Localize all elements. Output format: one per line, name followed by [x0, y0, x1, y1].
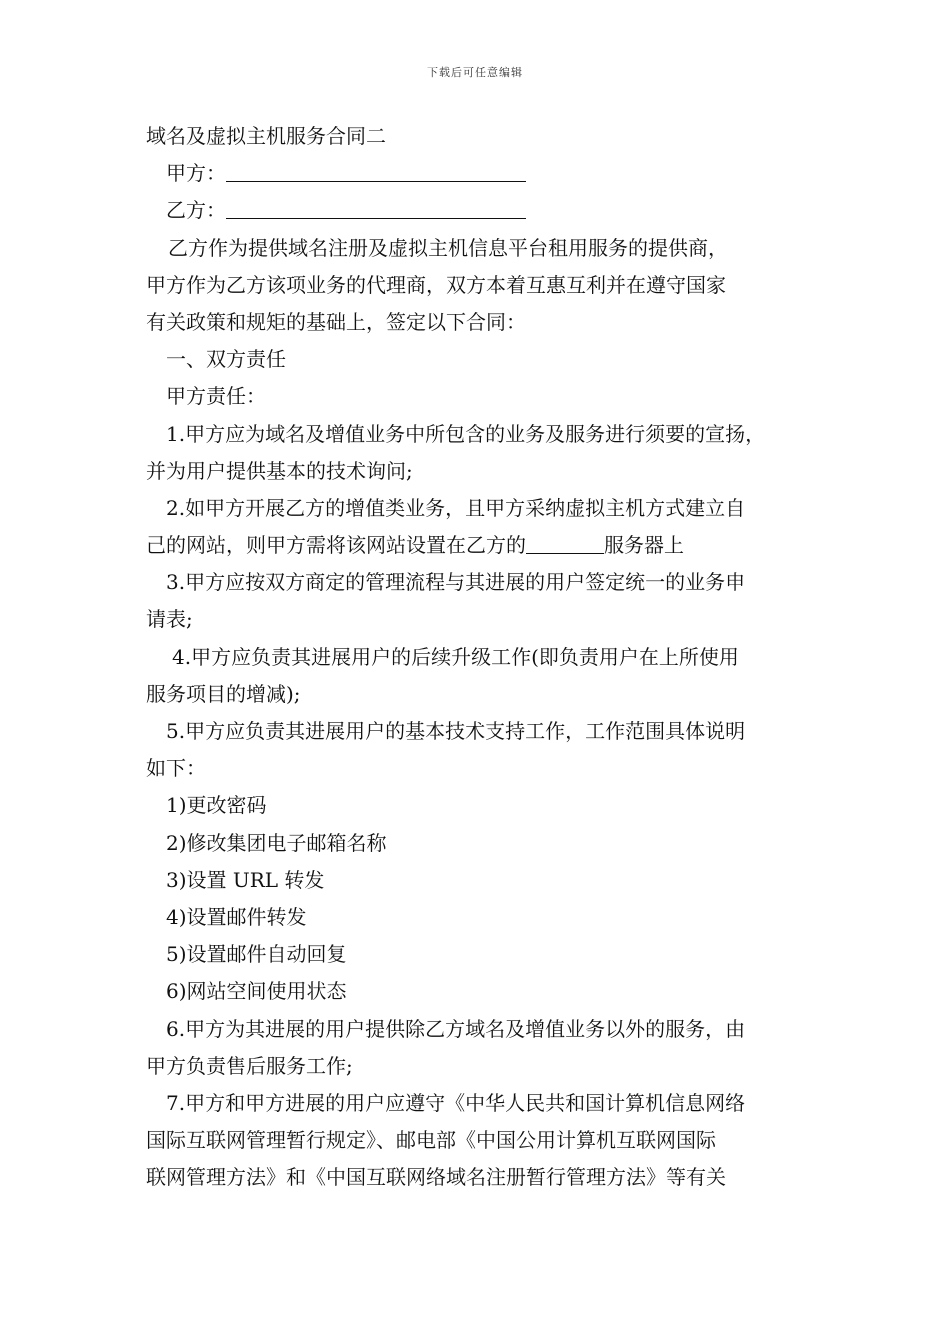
item-1-line: 并为用户提供基本的技术询问; [146, 458, 413, 483]
item-2-line: 2.如甲方开展乙方的增值类业务，且甲方采纳虚拟主机方式建立自 [166, 495, 746, 520]
sub-item: 6)网站空间使用状态 [166, 979, 347, 1004]
sub-item: 1)更改密码 [166, 793, 267, 818]
item-7-line: 联网管理方法》和《中国互联网络域名注册暂行管理方法》等有关 [146, 1165, 726, 1190]
item-5-line: 5.甲方应负责其进展用户的基本技术支持工作，工作范围具体说明 [166, 719, 746, 743]
item-3-line: 3.甲方应按双方商定的管理流程与其进展的用户签定统一的业务申 [166, 570, 746, 595]
party-a-duties-heading: 甲方责任： [166, 384, 266, 409]
item-4-line: 服务项目的增减); [146, 681, 301, 706]
sub-item: 3)设置 URL 转发 [166, 867, 325, 892]
item-5-line: 如下： [146, 756, 206, 781]
sub-item: 5)设置邮件自动回复 [166, 942, 347, 967]
contract-body [146, 118, 816, 1196]
sub-item: 4)设置邮件转发 [166, 904, 307, 929]
party-b-line [146, 192, 816, 229]
header-note: 下载后可任意编辑 [427, 66, 523, 79]
item-2-text: 己的网站，则甲方需将该网站设置在乙方的 [146, 533, 526, 558]
intro-line: 乙方作为提供域名注册及虚拟主机信息平台租用服务的提供商， [168, 235, 728, 260]
item-1-line: 1.甲方应为域名及增值业务中所包含的业务及服务进行须要的宣扬， [166, 421, 766, 446]
document-title: 域名及虚拟主机服务合同二 [146, 124, 386, 148]
item-7-line: 国际互联网管理暂行规定》、邮电部《中国公用计算机互联网国际 [146, 1128, 716, 1153]
item-2-line [146, 527, 816, 564]
party-a-label: 甲方： [166, 161, 226, 186]
item-2-text: 服务器上 [604, 533, 684, 558]
section-heading: 一、双方责任 [166, 347, 286, 372]
item-3-line: 请表; [146, 607, 193, 632]
intro-line: 甲方作为乙方该项业务的代理商，双方本着互惠互利并在遵守国家 [146, 272, 726, 297]
item-6-line: 6.甲方为其进展的用户提供除乙方域名及增值业务以外的服务，由 [166, 1016, 746, 1041]
party-a-blank[interactable] [226, 159, 526, 182]
party-a-line [146, 155, 816, 192]
server-blank[interactable] [526, 531, 604, 554]
sub-item: 2)修改集团电子邮箱名称 [166, 830, 387, 855]
item-4-line: 4.甲方应负责其进展用户的后续升级工作(即负责用户在上所使用 [172, 644, 739, 669]
item-6-line: 甲方负责售后服务工作; [146, 1053, 353, 1078]
party-b-blank[interactable] [226, 196, 526, 219]
item-7-line: 7.甲方和甲方进展的用户应遵守《中华人民共和国计算机信息网络 [166, 1090, 746, 1115]
party-b-label: 乙方： [166, 198, 226, 223]
intro-line: 有关政策和规矩的基础上，签定以下合同： [146, 309, 526, 334]
